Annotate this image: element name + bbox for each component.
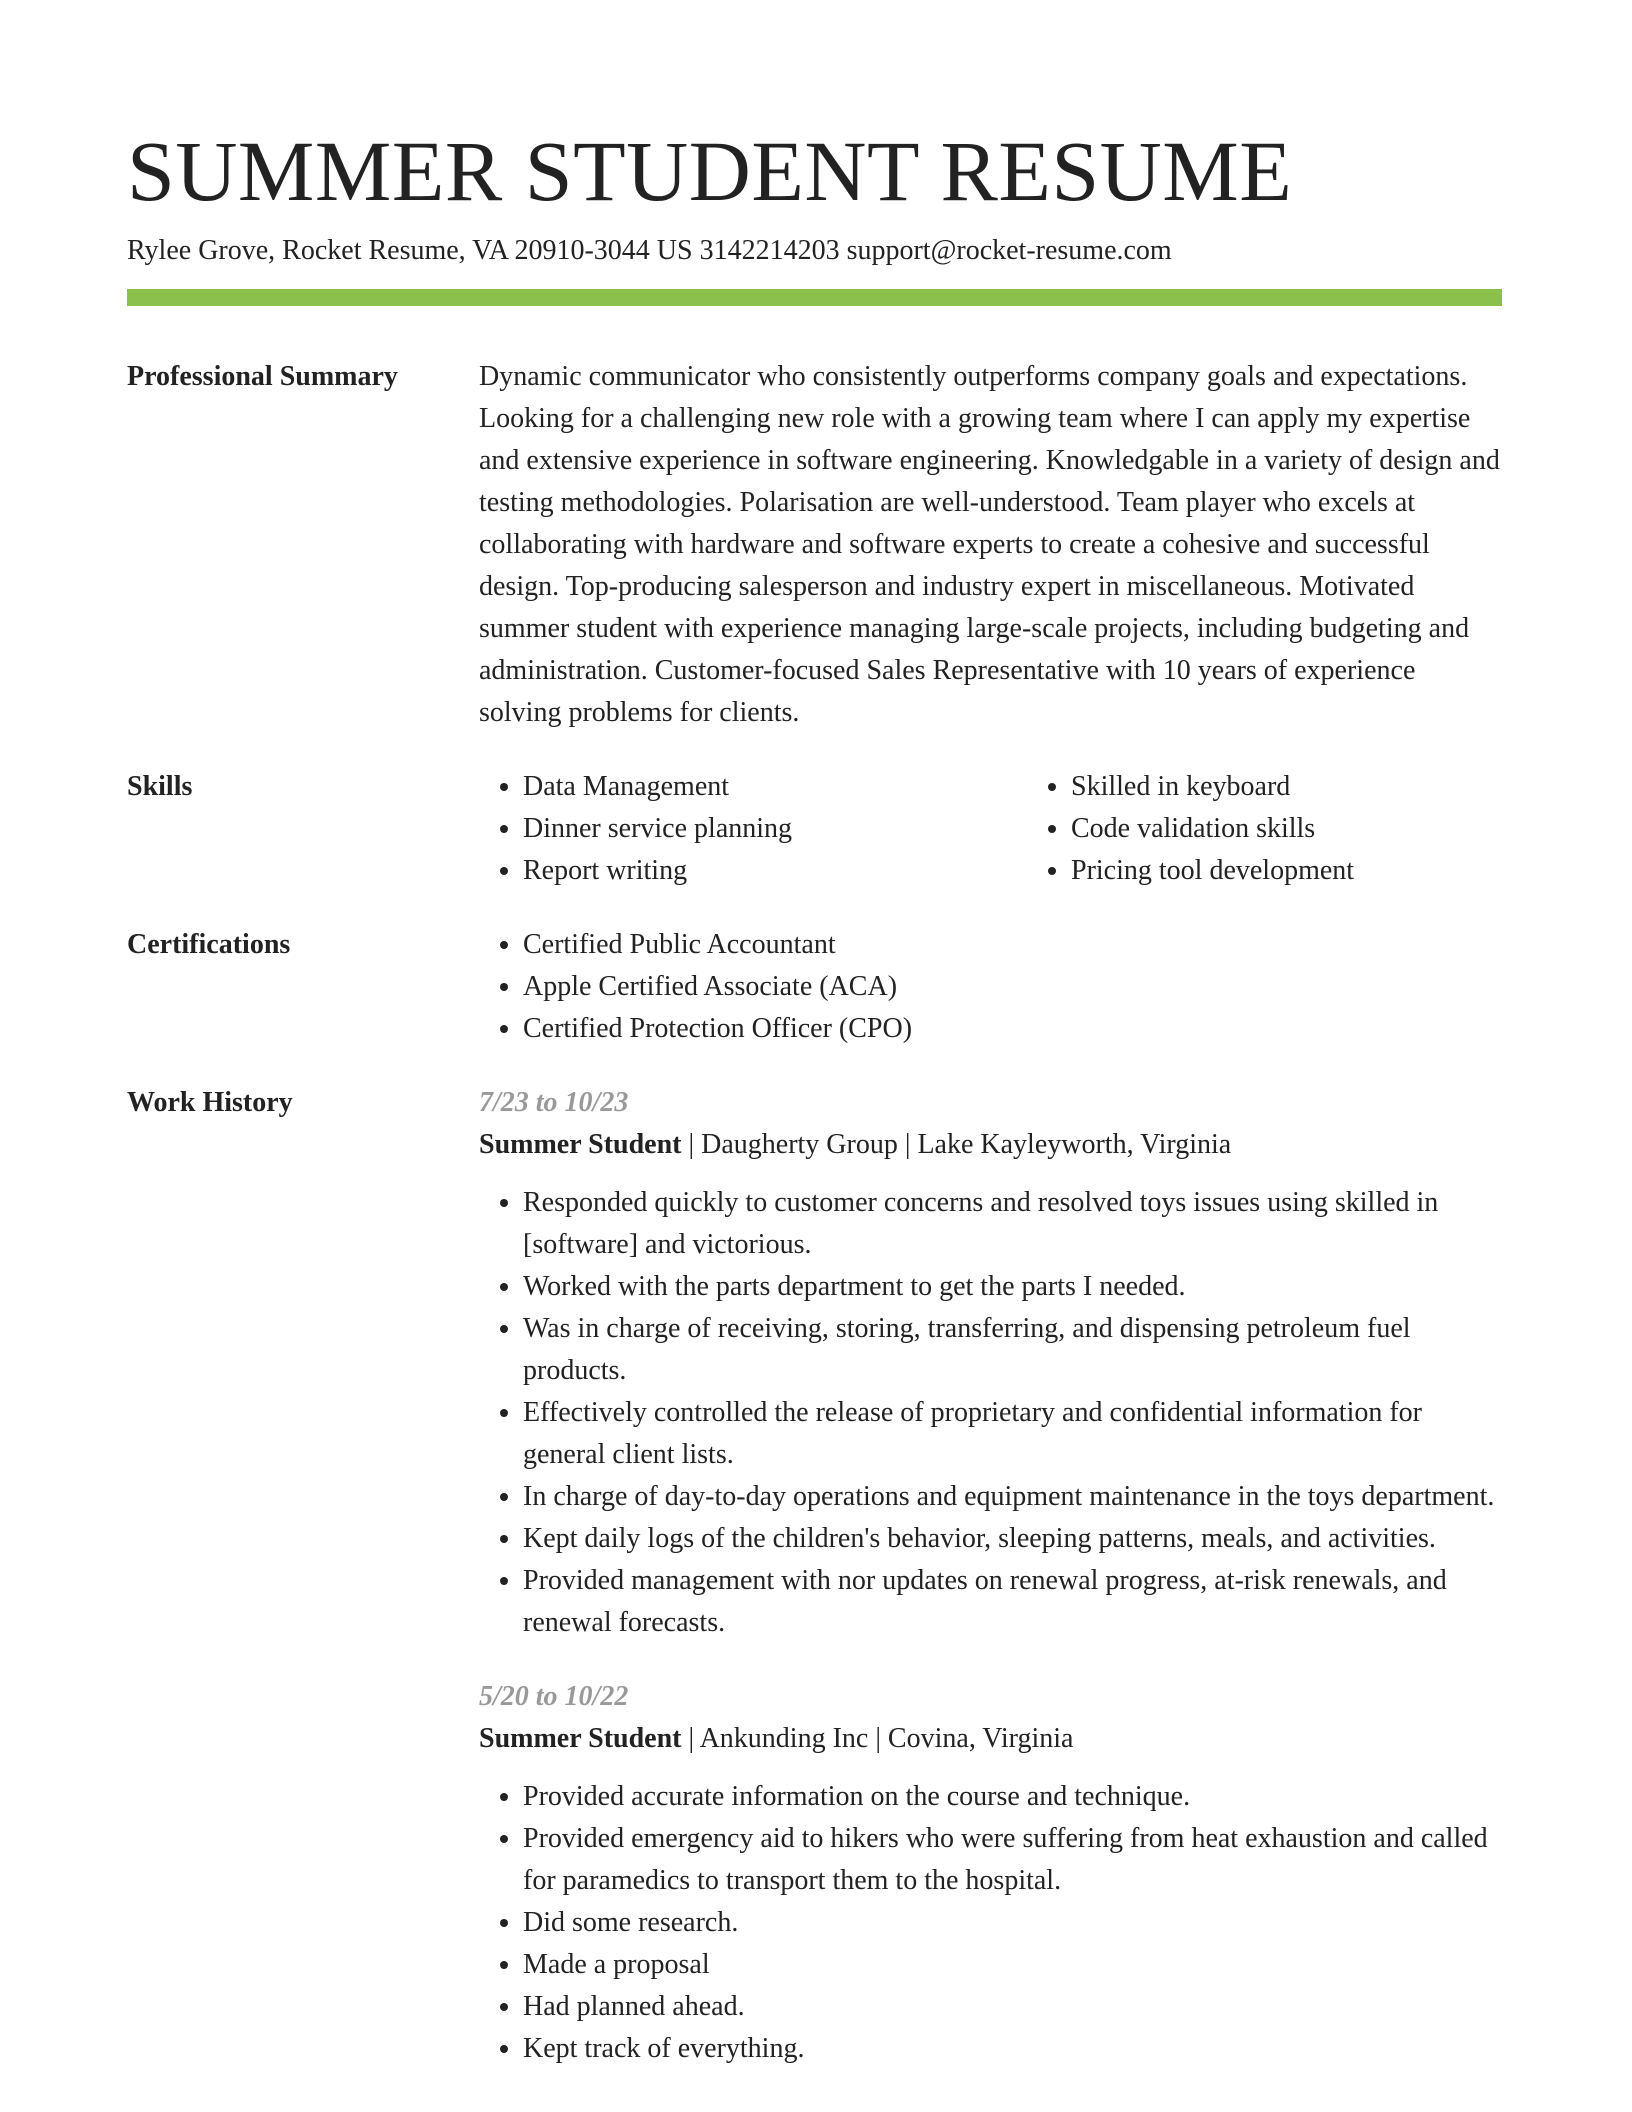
job-title: Summer Student	[479, 1723, 682, 1754]
contact-line: Rylee Grove, Rocket Resume, VA 20910-3044 US 3142214203 support@rocket-resume.com	[127, 235, 1172, 266]
job-bullet: • Worked with the parts department to get the parts I needed.	[523, 1266, 1502, 1308]
job-bullet: • Had planned ahead.	[523, 1986, 1502, 2028]
certification-item: • Certified Protection Officer (CPO)	[523, 1008, 1502, 1050]
skills-list	[479, 766, 1575, 892]
skills-section	[127, 766, 1502, 892]
job-entry	[479, 1082, 1502, 1644]
skill-item: • Code validation skills	[1071, 808, 1575, 850]
resume-page	[127, 0, 1502, 2070]
job-bullet: • Did some research.	[523, 1902, 1502, 1944]
summary-text: Dynamic communicator who consistently outperforms company goals and expectations. Looking for a challenging new role with a growing team where I can apply my expertise and extensive experience in software engineering. Knowledgable in a variety of design and testing methodologies. Polarisation are well-understood. Team player who excels at collaborating with hardware and software experts to create a cohesive and successful design. Top-producing salesperson and industry expert in miscellaneous. Motivated summer student with experience managing large-scale projects, including budgeting and administration. Customer-focused Sales Representative with 10 years of experience solving problems for clients.	[479, 361, 1500, 728]
job-title: Summer Student	[479, 1129, 682, 1160]
job-bullets	[479, 1182, 1502, 1644]
section-label-skills: Skills	[127, 771, 193, 802]
skill-item: • Data Management	[523, 766, 1027, 808]
skill-item: • Pricing tool development	[1071, 850, 1575, 892]
job-bullet: • Responded quickly to customer concerns and resolved toys issues using skilled in [software] and victorious.	[523, 1182, 1502, 1266]
certification-item: • Apple Certified Associate (ACA)	[523, 966, 1502, 1008]
job-employer-location: | Daugherty Group | Lake Kayleyworth, Virginia	[681, 1129, 1232, 1160]
job-bullet: • Kept track of everything.	[523, 2028, 1502, 2070]
section-label-summary: Professional Summary	[127, 361, 398, 392]
job-entry	[479, 1676, 1502, 2070]
job-bullet: • Kept daily logs of the children's behavior, sleeping patterns, meals, and activities.	[523, 1518, 1502, 1560]
job-bullet: • Provided accurate information on the course and technique.	[523, 1776, 1502, 1818]
resume-title: SUMMER STUDENT RESUME	[127, 123, 1293, 219]
job-dates: 5/20 to 10/22	[479, 1681, 629, 1712]
job-bullet: • Provided management with nor updates on renewal progress, at-risk renewals, and renewal forecasts.	[523, 1560, 1502, 1644]
job-bullet: • Was in charge of receiving, storing, transferring, and dispensing petroleum fuel products.	[523, 1308, 1502, 1392]
section-label-work-history: Work History	[127, 1087, 293, 1118]
job-bullet: • In charge of day-to-day operations and equipment maintenance in the toys department.	[523, 1476, 1502, 1518]
section-label-certifications: Certifications	[127, 929, 291, 960]
job-heading	[479, 1124, 1502, 1166]
job-dates: 7/23 to 10/23	[479, 1087, 629, 1118]
header-divider	[127, 289, 1502, 306]
skill-item: • Dinner service planning	[523, 808, 1027, 850]
job-employer-location: | Ankunding Inc | Covina, Virginia	[681, 1723, 1074, 1754]
job-bullets	[479, 1776, 1502, 2070]
job-bullet: • Provided emergency aid to hikers who were suffering from heat exhaustion and called for paramedics to transport them to the hospital.	[523, 1818, 1502, 1902]
skills-column-1	[479, 766, 1027, 892]
work-history-body	[479, 1082, 1502, 2070]
skill-item: • Report writing	[523, 850, 1027, 892]
certifications-section	[127, 924, 1502, 1050]
certification-item: • Certified Public Accountant	[523, 924, 1502, 966]
certifications-list	[479, 924, 1502, 1050]
work-history-section	[127, 1082, 1502, 2070]
job-bullet: • Made a proposal	[523, 1944, 1502, 1986]
skills-column-2	[1027, 766, 1575, 892]
skill-item: • Skilled in keyboard	[1071, 766, 1575, 808]
job-heading	[479, 1718, 1502, 1760]
summary-section	[127, 356, 1502, 734]
certifications-body	[479, 924, 1502, 1050]
job-bullet: • Effectively controlled the release of proprietary and confidential information for general client lists.	[523, 1392, 1502, 1476]
